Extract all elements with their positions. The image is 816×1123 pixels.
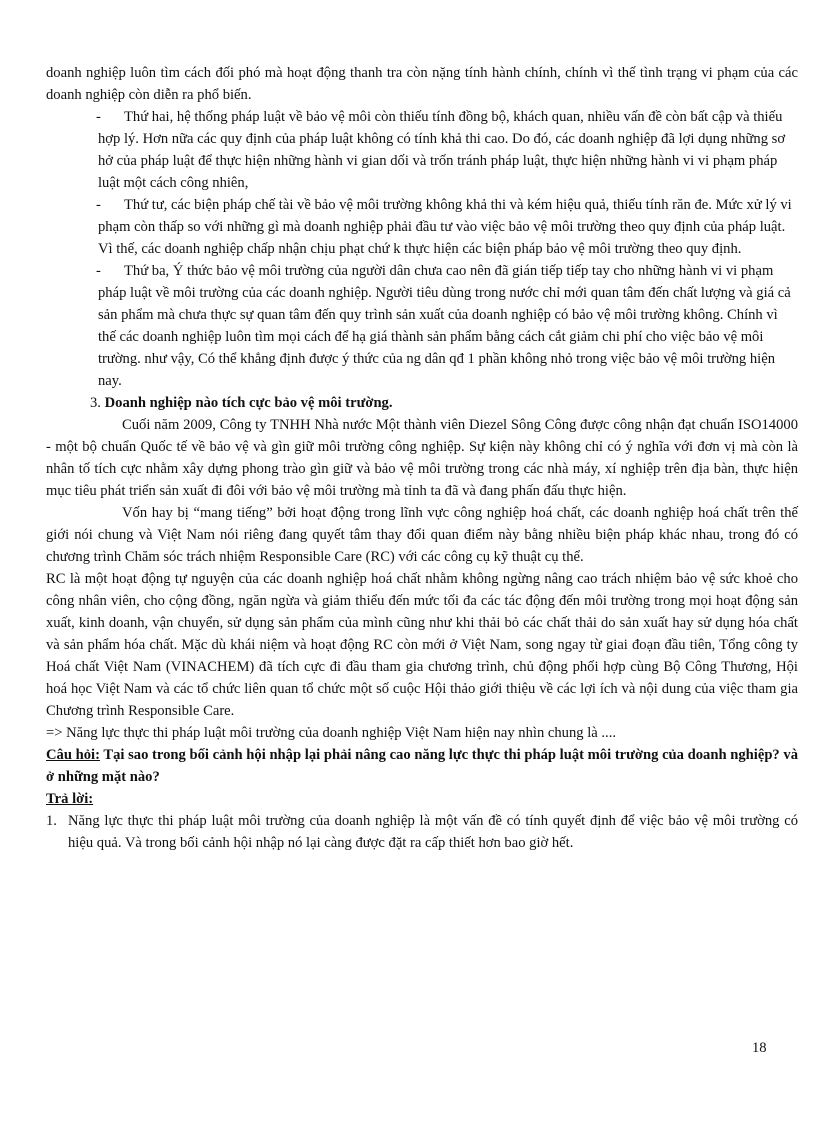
answer-label: Trả lời: <box>46 791 94 807</box>
paragraph-rc: RC là một hoạt động tự nguyện của các doanh nghiệp hoá chất nhằm không ngừng nâng cao trách nhiệm bảo vệ sức khoẻ cho công nhân viên, cho cộng đồng, ngăn ngừa và giảm thiểu đến mức tối đa các tác động đến môi trường trong mọi hoạt động sản xuất, kinh doanh, vận chuyển, sử dụng sản phẩm của mình cũng như khi thải bỏ các chất thải do sản xuất hay sử dụng hóa chất và sản phẩm hóa chất. Mặc dù khái niệm và hoạt động RC còn mới ở Việt Nam, song ngay từ giai đoạn đầu tiên, Tổng công ty Hoá chất Việt Nam (VINACHEM) đã tích cực đi đầu tham gia chương trình, chủ động phối hợp cùng Bộ Công Thương, Hội hoá học Việt Nam và các tổ chức liên quan tổ chức một số cuộc Hội thảo giới thiệu về các lợi ích và nội dung của việc tham gia Chương trình Responsible Care. <box>46 571 798 719</box>
bullet-text-2: Thứ tư, các biện pháp chế tài về bảo vệ môi trường không khả thi và kém hiệu quả, thiếu tính răn đe. Mức xử lý vi phạm còn thấp so với những gì mà doanh nghiệp phải đầu tư vào việc bảo vệ môi trường theo quy định của pháp luật. Vì thế, các doanh nghiệp chấp nhận chịu phạt chứ k thực hiện các biện pháp bảo vệ môi trường theo quy định. <box>98 197 792 257</box>
section-heading-3 <box>46 392 798 414</box>
document-page <box>46 62 798 854</box>
question <box>46 744 798 788</box>
bullet-text-1: Thứ hai, hệ thống pháp luật về bảo vệ môi còn thiếu tính đồng bộ, khách quan, nhiều vấn đề còn bất cập và thiếu hợp lý. Hơn nữa các quy định của pháp luật không có tính khả thi cao. Do đó, các doanh nghiệp đã lợi dụng những sơ hở của pháp luật để thực hiện những hành vi gian dối và trốn tránh pháp luật, thực hiện những hành vi vi phạm pháp luật một cách công nhiên, <box>98 109 786 191</box>
paragraph-diezel: Cuối năm 2009, Công ty TNHH Nhà nước Một thành viên Diezel Sông Công được công nhận đạt chuẩn ISO14000 - một bộ chuẩn Quốc tế về bảo vệ và gìn giữ môi trường công nghiệp. Sự kiện này không chỉ có ý nghĩa với đơn vị mà còn là nhân tố tích cực nhằm xây dựng phong trào gìn giữ và bảo vệ môi trường trong các nhà máy, xí nghiệp trên địa bàn, thực hiện mục tiêu phát triển sản xuất đi đôi với bảo vệ môi trường mà tỉnh ta đã và đang phấn đấu thực hiện. <box>46 417 798 499</box>
page-number: 18 <box>752 1040 767 1056</box>
answer-number: 1. <box>46 813 57 829</box>
section-number: 3. <box>90 395 101 411</box>
paragraph-conclusion: => Năng lực thực thi pháp luật môi trường của doanh nghiệp Việt Nam hiện nay nhìn chung là .... <box>46 725 616 741</box>
bullet-marker: - <box>96 109 101 125</box>
answer-text-1: Năng lực thực thi pháp luật môi trường của doanh nghiệp là một vấn đề có tính quyết định để việc bảo vệ môi trường có hiệu quả. Và trong bối cảnh hội nhập nó lại càng được đặt ra cấp thiết hơn bao giờ hết. <box>68 813 798 851</box>
bullet-marker: - <box>96 197 101 213</box>
bullet-item-1 <box>46 106 798 194</box>
question-label: Câu hỏi: <box>46 747 100 763</box>
bullet-item-3 <box>46 260 798 392</box>
question-text: Tại sao trong bối cảnh hội nhập lại phải nâng cao năng lực thực thi pháp luật môi trường của doanh nghiệp? và ở những mặt nào? <box>46 747 798 785</box>
bullet-text-3: Thứ ba, Ý thức bảo vệ môi trường của người dân chưa cao nên đã gián tiếp tiếp tay cho những hành vi vi phạm pháp luật về môi trường của các doanh nghiệp. Người tiêu dùng trong nước chỉ mới quan tâm đến chất lượng và giá cả sản phẩm mà chưa thực sự quan tâm đến quy trình sản xuất của doanh nghiệp có bảo vệ môi trường không. Chính vì thế các doanh nghiệp luôn tìm mọi cách để hạ giá thành sản phẩm bằng cách cắt giảm chi phí cho việc bảo vệ môi trường. như vậy, Có thể khẳng định được ý thức của ng dân qđ 1 phần không nhỏ trong việc bảo vệ môi trường hiện nay. <box>98 263 791 389</box>
bullet-item-2 <box>46 194 798 260</box>
answer-item-1 <box>46 810 798 854</box>
paragraph-intro: doanh nghiệp luôn tìm cách đối phó mà hoạt động thanh tra còn nặng tính hành chính, chính vì thế tình trạng vi phạm của các doanh nghiệp còn diễn ra phổ biến. <box>46 65 798 103</box>
section-title: Doanh nghiệp nào tích cực bảo vệ môi trường. <box>104 395 393 411</box>
paragraph-chemical: Vốn hay bị “mang tiếng” bởi hoạt động trong lĩnh vực công nghiệp hoá chất, các doanh nghiệp hoá chất trên thế giới nói chung và Việt Nam nói riêng đang quyết tâm thay đổi quan điểm này bằng nhiều biện pháp khác nhau, trong đó có chương trình Chăm sóc trách nhiệm Responsible Care (RC) với các công cụ kỹ thuật cụ thể. <box>46 505 798 565</box>
bullet-marker: - <box>96 263 101 279</box>
